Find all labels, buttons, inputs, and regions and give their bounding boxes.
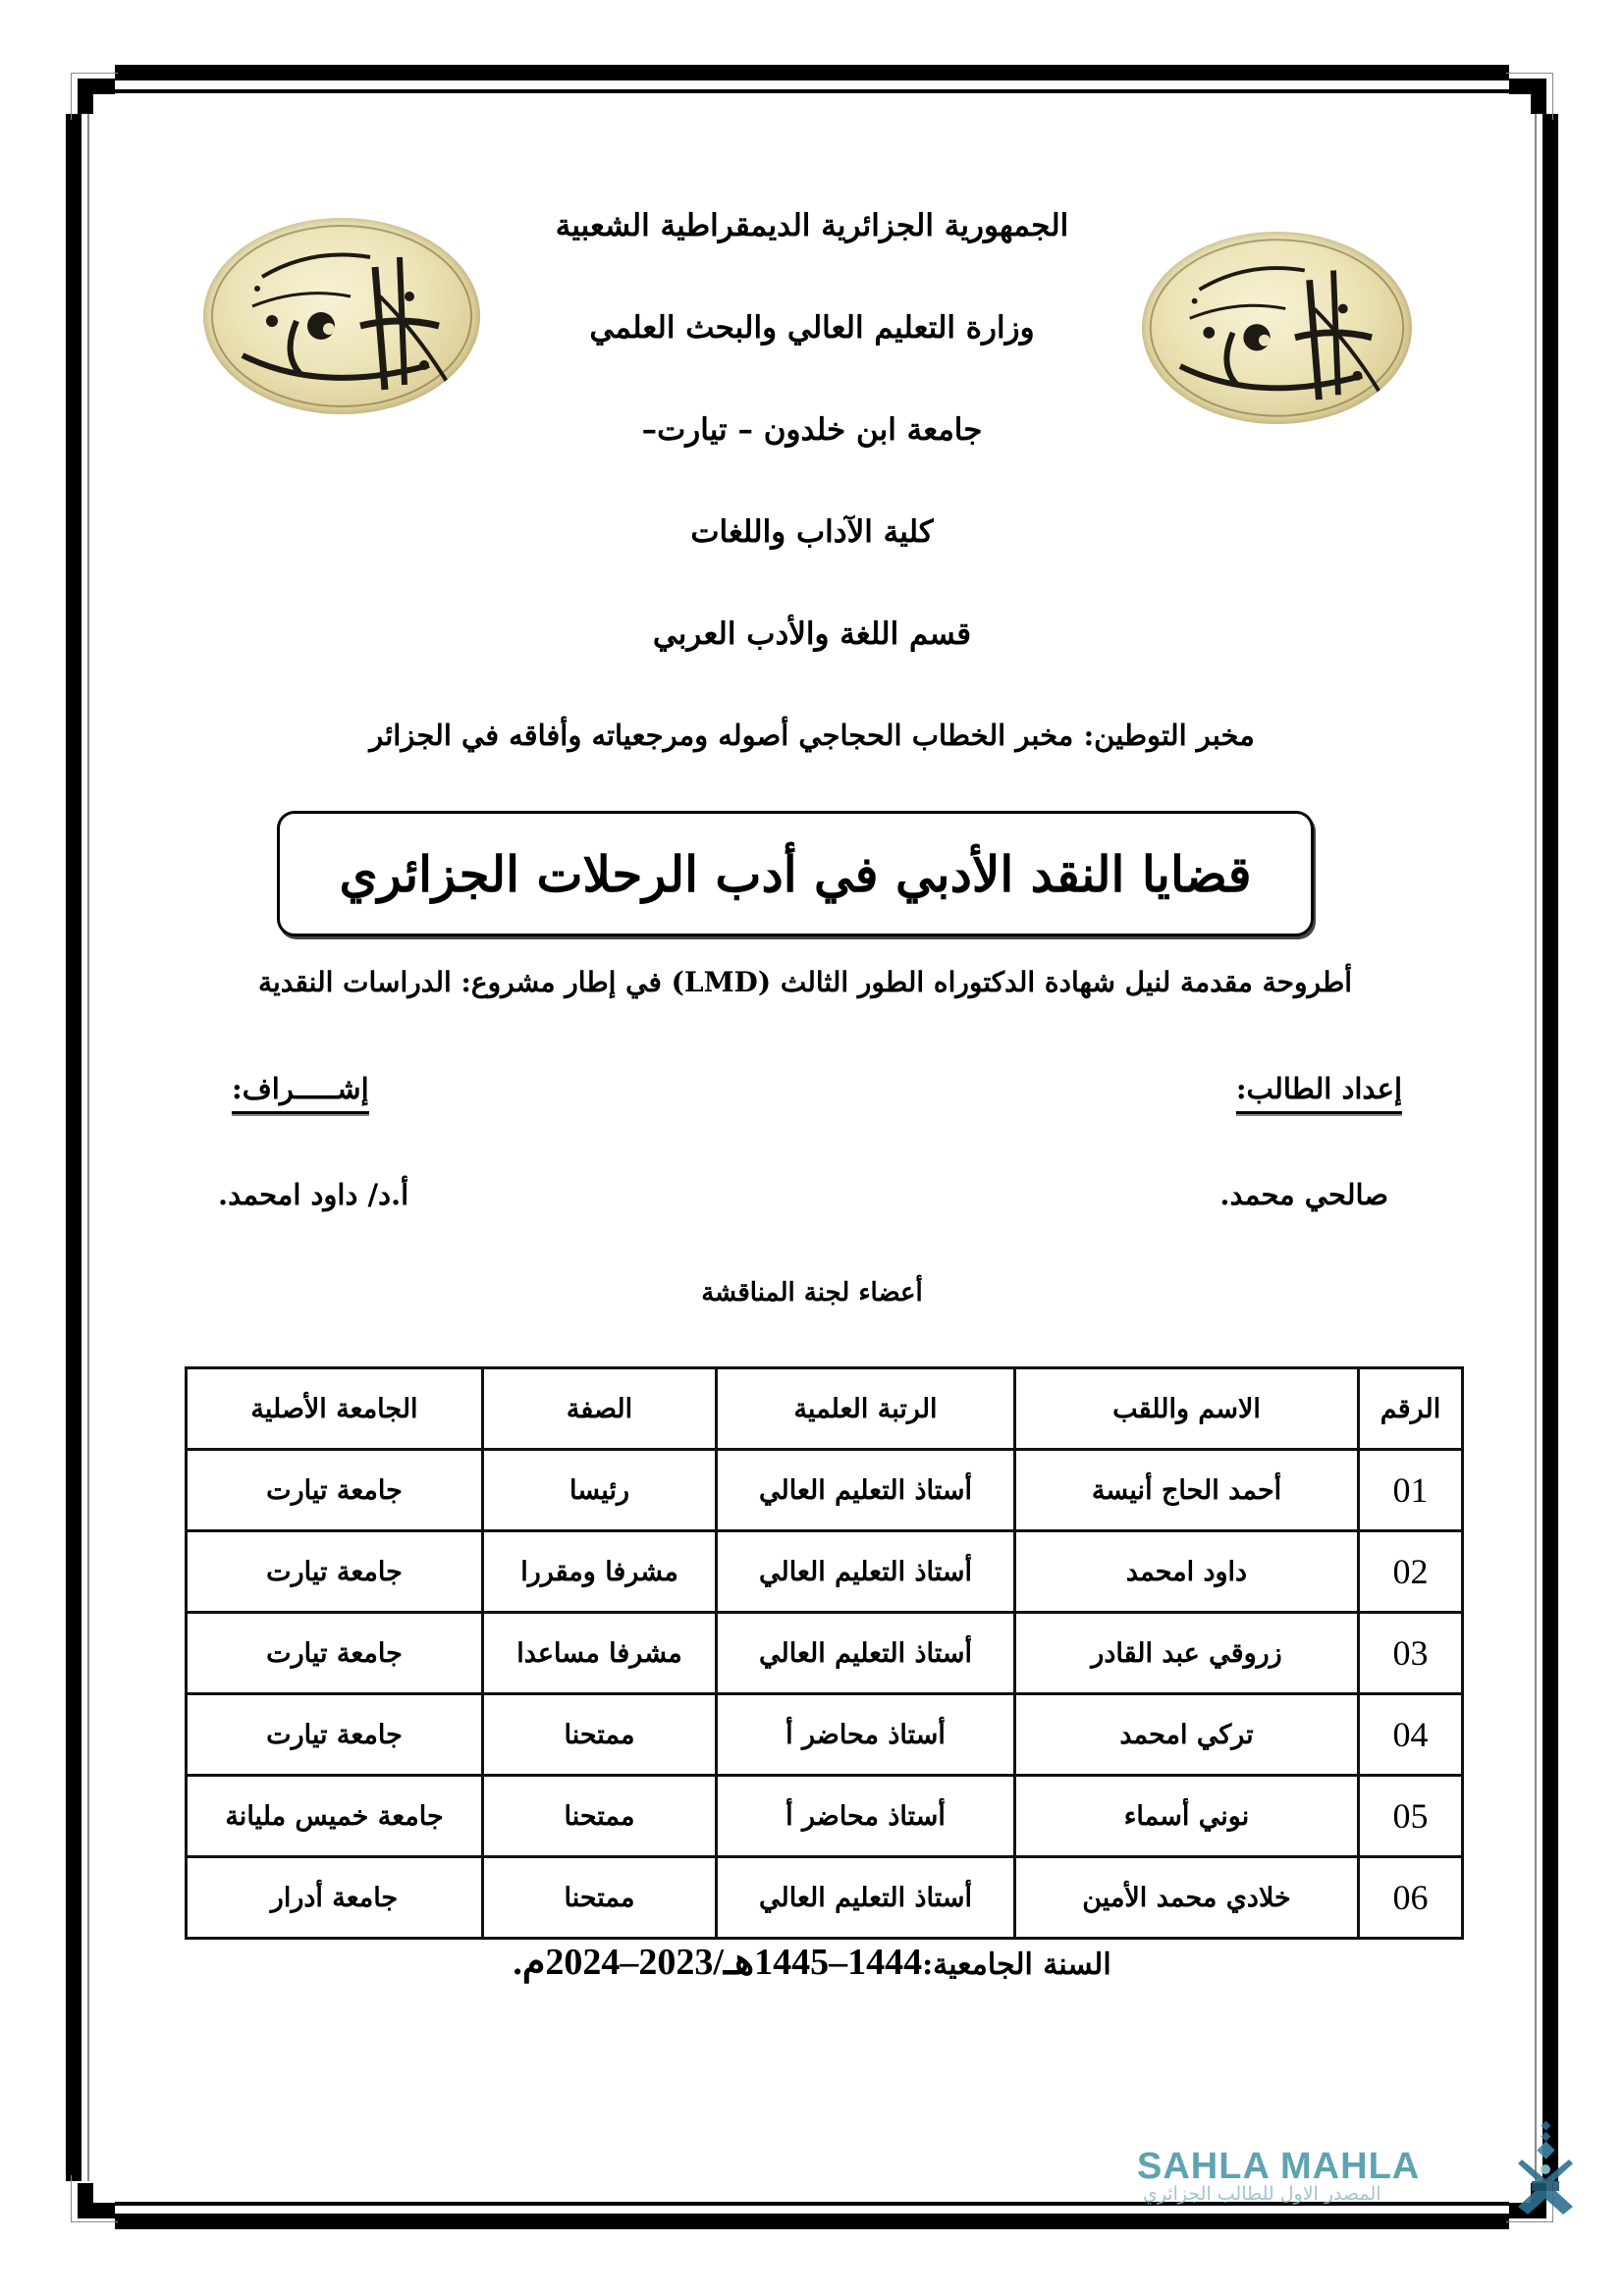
table-row (187, 1531, 1463, 1613)
thesis-title: قضايا النقد الأدبي في أدب الرحلات الجزائري (339, 844, 1252, 903)
table-row (187, 1613, 1463, 1694)
republic-name: الجمهورية الجزائرية الديمقراطية الشعبية (555, 208, 1069, 243)
laboratory-name: مخبر التوطين: مخبر الخطاب الحجاجي أصوله ومرجعياته وأفاقه في الجزائر (369, 719, 1255, 752)
column-header-name: الاسم واللقب (1015, 1368, 1359, 1450)
academic-year-label: السنة الجامعية: (922, 1948, 1111, 1982)
member-role: ممتحنا (483, 1776, 717, 1857)
member-rank: أستاذ محاضر أ (717, 1776, 1015, 1857)
prepared-by-label: إعداد الطالب: (1236, 1072, 1402, 1114)
column-header-number: الرقم (1359, 1368, 1463, 1450)
ministry-name: وزارة التعليم العالي والبحث العلمي (589, 310, 1035, 346)
watermark-subtitle: المصدر الاول للطالب الجزائري (1143, 2183, 1381, 2205)
column-header-rank: الرتبة العلمية (717, 1368, 1015, 1450)
academic-year (0, 1940, 1624, 1984)
column-header-university: الجامعة الأصلية (187, 1368, 483, 1450)
table-row (187, 1694, 1463, 1776)
student-name: صالحي محمد. (1219, 1178, 1388, 1211)
member-number: 01 (1359, 1450, 1463, 1531)
committee-title: أعضاء لجنة المناقشة (701, 1278, 923, 1308)
academic-year-separator: / (713, 1942, 724, 1983)
member-university: جامعة أدرار (187, 1857, 483, 1939)
member-rank: أستاذ التعليم العالي (717, 1613, 1015, 1694)
frame-corner-top-right (1509, 79, 1546, 116)
frame-corner-top-left (78, 79, 115, 116)
member-university: جامعة تيارت (187, 1531, 483, 1613)
frame-corner-bottom-left (78, 2181, 115, 2218)
supervisor-name: أ.د/ داود امحمد. (218, 1178, 409, 1211)
member-rank: أستاذ محاضر أ (717, 1694, 1015, 1776)
sahla-mahla-logo-icon (1512, 2120, 1581, 2218)
frame-inner-top-line (115, 89, 1509, 93)
thesis-title-box (277, 811, 1314, 936)
member-role: مشرفا ومقررا (483, 1531, 717, 1613)
column-header-role: الصفة (483, 1368, 717, 1450)
member-university: جامعة خميس مليانة (187, 1776, 483, 1857)
committee-table (185, 1366, 1464, 1940)
member-number: 04 (1359, 1694, 1463, 1776)
member-name: خلادي محمد الأمين (1015, 1857, 1359, 1939)
member-name: زروقي عبد القادر (1015, 1613, 1359, 1694)
academic-year-hijri: 1444–1445هـ (723, 1942, 923, 1983)
member-rank: أستاذ التعليم العالي (717, 1531, 1015, 1613)
faculty-name: كلية الآداب واللغات (690, 514, 934, 550)
frame-top-bar (115, 65, 1509, 80)
academic-year-gregorian: 2023–2024م. (513, 1942, 714, 1983)
table-header-row (187, 1368, 1463, 1450)
member-rank: أستاذ التعليم العالي (717, 1450, 1015, 1531)
table-row (187, 1776, 1463, 1857)
member-number: 06 (1359, 1857, 1463, 1939)
table-row (187, 1857, 1463, 1939)
member-university: جامعة تيارت (187, 1613, 483, 1694)
member-role: ممتحنا (483, 1857, 717, 1939)
member-name: نوني أسماء (1015, 1776, 1359, 1857)
member-number: 05 (1359, 1776, 1463, 1857)
member-rank: أستاذ التعليم العالي (717, 1857, 1015, 1939)
member-role: مشرفا مساعدا (483, 1613, 717, 1694)
member-number: 03 (1359, 1613, 1463, 1694)
supervision-label: إشـــــراف: (232, 1072, 369, 1114)
member-name: أحمد الحاج أنيسة (1015, 1450, 1359, 1531)
member-university: جامعة تيارت (187, 1694, 483, 1776)
member-role: ممتحنا (483, 1694, 717, 1776)
member-number: 02 (1359, 1531, 1463, 1613)
member-name: تركي امحمد (1015, 1694, 1359, 1776)
member-name: داود امحمد (1015, 1531, 1359, 1613)
thesis-statement: أطروحة مقدمة لنيل شهادة الدكتوراه الطور الثالث (LMD) في إطار مشروع: الدراسات النقدية (257, 966, 1353, 998)
department-name: قسم اللغة والأدب العربي (652, 616, 972, 652)
university-name: جامعة ابن خلدون – تيارت– (641, 412, 983, 448)
watermark-title: SAHLA MAHLA (1137, 2146, 1421, 2187)
watermark (1137, 2142, 1530, 2220)
table-row (187, 1450, 1463, 1531)
member-role: رئيسا (483, 1450, 717, 1531)
member-university: جامعة تيارت (187, 1450, 483, 1531)
